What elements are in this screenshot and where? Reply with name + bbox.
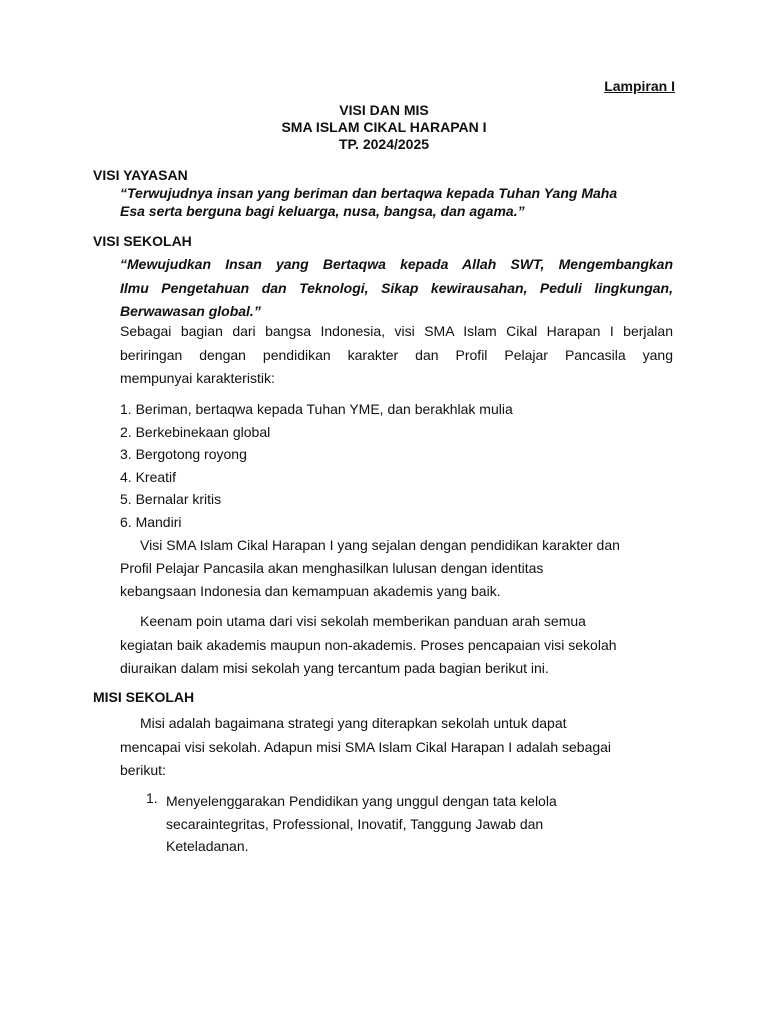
paragraph-2-line-3: diuraikan dalam misi sekolah yang tercantum pada bagian berikut ini. [120,660,549,676]
misi-item-line-1: Menyelenggarakan Pendidikan yang unggul dengan tata kelola [166,793,557,809]
visi-sekolah-intro-line-1: Sebagai bagian dari bangsa Indonesia, visi SMA Islam Cikal Harapan I berjalan [120,323,673,339]
list-item [146,790,706,860]
visi-sekolah-quote [120,253,673,324]
paragraph-1-line-3: kebangsaan Indonesia dan kemampuan akademis yang baik. [120,583,501,599]
misi-list [146,790,706,860]
visi-sekolah-intro-line-3: mempunyai karakteristik: [120,370,275,386]
characteristics-list [120,398,680,534]
misi-sekolah-heading: MISI SEKOLAH [93,689,195,705]
visi-sekolah-quote-line-2: Ilmu Pengetahuan dan Teknologi, Sikap kewirausahan, Peduli lingkungan, [120,279,673,296]
visi-yayasan-quote-line-2: Esa serta berguna bagi keluarga, nusa, bangsa, dan agama.” [120,203,525,219]
misi-item-text [166,790,666,858]
misi-sekolah-intro [120,712,680,783]
attachment-label: Lampiran I [604,78,675,94]
visi-sekolah-intro-line-2: beriringan dengan pendidikan karakter dan Profil Pelajar Pancasila yang [120,346,673,363]
list-item: 3. Bergotong royong [120,446,247,463]
misi-intro-line-1: Misi adalah bagaimana strategi yang diterapkan sekolah untuk dapat [140,715,567,731]
visi-sekolah-intro [120,320,673,391]
visi-sekolah-quote-line-3: Berwawasan global.” [120,303,261,319]
document-title [0,102,768,153]
list-item: 2. Berkebinekaan global [120,423,271,440]
list-item: 1. Beriman, bertaqwa kepada Tuhan YME, dan berakhlak mulia [120,401,513,417]
title-line-1: VISI DAN MIS [339,102,429,118]
list-item: 5. Bernalar kritis [120,491,222,508]
visi-yayasan-heading: VISI YAYASAN [93,167,188,183]
misi-item-line-3: Keteladanan. [166,838,249,854]
misi-intro-line-2: mencapai visi sekolah. Adapun misi SMA Islam Cikal Harapan I adalah sebagai [120,738,612,755]
visi-sekolah-quote-line-1: “Mewujudkan Insan yang Bertaqwa kepada Allah SWT, Mengembangkan [120,256,673,272]
paragraph-1-line-1: Visi SMA Islam Cikal Harapan I yang sejalan dengan pendidikan karakter dan [140,537,620,553]
title-line-3: TP. 2024/2025 [338,136,430,152]
misi-item-number: 1. [146,790,158,806]
paragraph-2-line-1: Keenam poin utama dari visi sekolah memberikan panduan arah semua [140,613,586,629]
visi-yayasan-quote [120,184,680,220]
misi-item-line-2: secaraintegritas, Professional, Inovatif, Tanggung Jawab dan [166,815,544,832]
visi-sekolah-heading: VISI SEKOLAH [93,233,192,249]
visi-sekolah-paragraph-1 [120,534,680,603]
title-line-2: SMA ISLAM CIKAL HARAPAN I [281,119,487,135]
visi-sekolah-paragraph-2 [120,610,680,681]
list-item: 4. Kreatif [120,468,177,485]
paragraph-2-line-2: kegiatan baik akademis maupun non-akademis. Proses pencapaian visi sekolah [120,636,617,653]
visi-yayasan-quote-line-1: “Terwujudnya insan yang beriman dan bertaqwa kepada Tuhan Yang Maha [120,185,618,201]
misi-intro-line-3: berikut: [120,762,166,778]
paragraph-1-line-2: Profil Pelajar Pancasila akan menghasilkan lulusan dengan identitas [120,560,544,576]
list-item: 6. Mandiri [120,513,182,530]
